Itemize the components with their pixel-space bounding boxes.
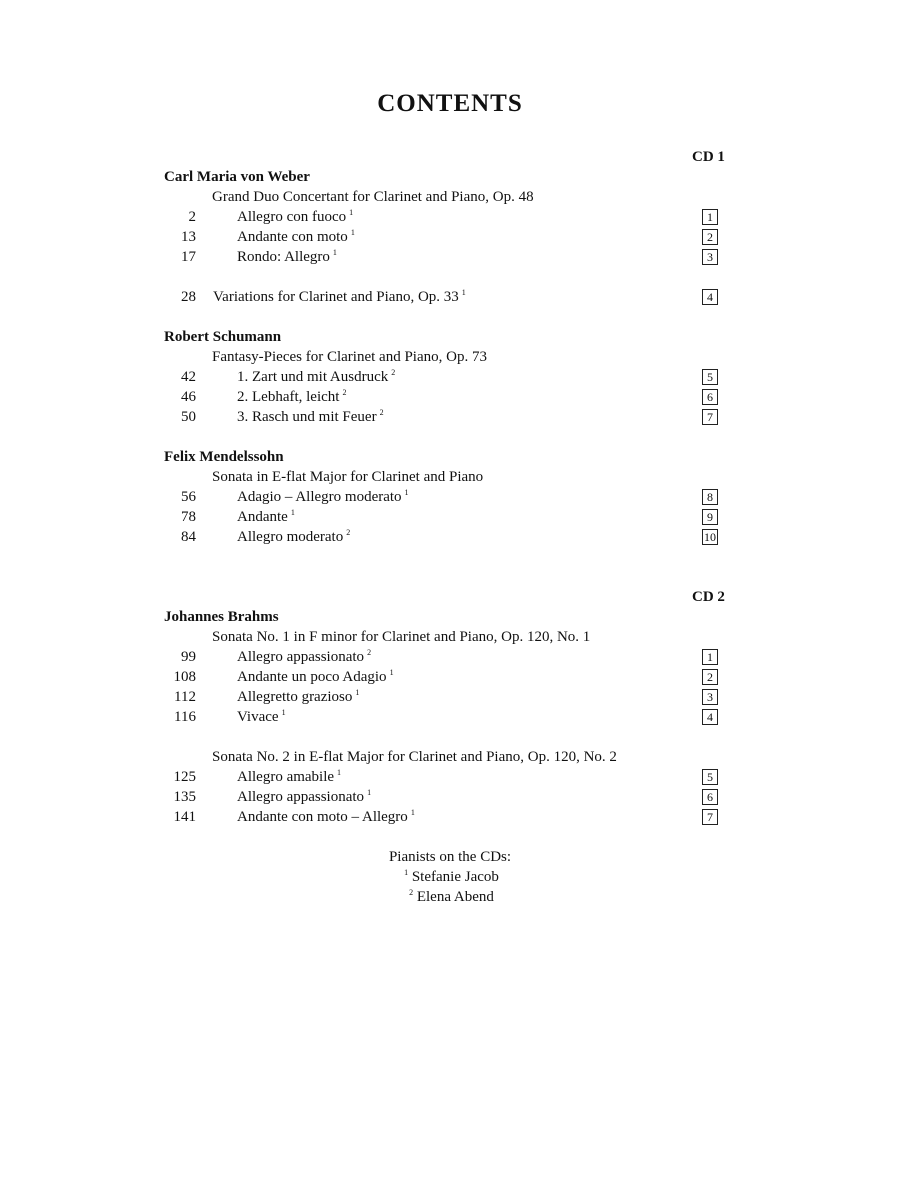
movement-title: Andante con moto – Allegro $^1$ (237, 808, 415, 825)
toc-entry[interactable] (0, 687, 900, 707)
movement-title: Allegro amabile $^1$ (237, 768, 342, 785)
toc-entry[interactable] (0, 807, 900, 827)
track-number: 7 (702, 809, 718, 825)
composer-row (0, 607, 900, 627)
movement-title: Allegretto grazioso $^1$ (237, 688, 360, 705)
composer-row (0, 167, 900, 187)
pianist-mark: 1 (410, 808, 415, 817)
work-title: Sonata No. 2 in E-flat Major for Clarinet and Piano, Op. 120, No. 2 (212, 749, 617, 765)
work-row (0, 347, 900, 367)
pianist-mark: 2 (409, 888, 414, 897)
toc-entry[interactable] (0, 407, 900, 427)
toc-entry[interactable] (0, 667, 900, 687)
page-number: 99 (181, 649, 196, 665)
cd1-header-row (0, 147, 900, 167)
pianist-mark: 1 (389, 668, 394, 677)
pianist-mark: 1 (349, 208, 354, 217)
composer-row (0, 327, 900, 347)
toc-entry[interactable] (0, 707, 900, 727)
page-number: 56 (181, 489, 196, 505)
toc-entry[interactable] (0, 227, 900, 247)
cd2-label: CD 2 (692, 589, 725, 605)
composer-mendelssohn: Felix Mendelssohn (164, 449, 284, 465)
cd2-header-row (0, 587, 900, 607)
pianist-line: $^1$ Stefanie Jacob (404, 868, 499, 885)
toc-entry[interactable] (0, 287, 900, 307)
track-number: 4 (702, 289, 718, 305)
movement-title: Allegro appassionato $^2$ (237, 648, 372, 665)
page-number: 2 (188, 209, 196, 225)
page-number: 13 (181, 229, 196, 245)
track-number: 5 (702, 769, 718, 785)
composer-weber: Carl Maria von Weber (164, 169, 310, 185)
pianist-mark: 1 (350, 228, 355, 237)
movement-title: Allegro moderato $^2$ (237, 528, 351, 545)
cd1-label: CD 1 (692, 149, 725, 165)
movement-title: Vivace $^1$ (237, 708, 286, 725)
track-number: 10 (704, 530, 716, 544)
page-number: 42 (181, 369, 196, 385)
track-number: 1 (702, 209, 718, 225)
pianist-mark: 2 (379, 408, 384, 417)
work-title: Sonata in E-flat Major for Clarinet and Piano (212, 469, 484, 485)
work-title: Grand Duo Concertant for Clarinet and Piano, Op. 48 (212, 189, 534, 205)
pianist-mark: 1 (290, 508, 295, 517)
pianist-line: $^2$ Elena Abend (409, 888, 494, 905)
movement-title: 2. Lebhaft, leicht $^2$ (237, 388, 347, 405)
toc-entry[interactable] (0, 367, 900, 387)
pianist-mark: 1 (355, 688, 360, 697)
track-number: 6 (702, 789, 718, 805)
page-title: CONTENTS (377, 90, 523, 117)
toc-entry[interactable] (0, 527, 900, 547)
movement-title: Adagio – Allegro moderato $^1$ (237, 488, 409, 505)
pianist-mark: 1 (404, 868, 409, 877)
movement-title: Allegro con fuoco $^1$ (237, 208, 354, 225)
page-number: 50 (181, 409, 196, 425)
movement-title: Rondo: Allegro $^1$ (237, 248, 337, 265)
track-number: 3 (702, 249, 718, 265)
pianist-mark: 2 (391, 368, 396, 377)
page-number: 28 (181, 289, 196, 305)
track-number: 6 (702, 389, 718, 405)
page-number: 84 (181, 529, 196, 545)
pianist-mark: 1 (281, 708, 286, 717)
page-number: 135 (173, 789, 196, 805)
composer-row (0, 447, 900, 467)
movement-title: Variations for Clarinet and Piano, Op. 33 $^1$ (213, 288, 466, 305)
toc-entry[interactable] (0, 647, 900, 667)
page-number: 125 (173, 769, 196, 785)
work-row (0, 467, 900, 487)
movement-title: Andante con moto $^1$ (237, 228, 355, 245)
work-title: Fantasy-Pieces for Clarinet and Piano, Op. 73 (212, 349, 487, 365)
page-number: 112 (174, 689, 196, 705)
movement-title: Andante $^1$ (237, 508, 295, 525)
track-number: 9 (702, 509, 718, 525)
toc-entry[interactable] (0, 767, 900, 787)
composer-schumann: Robert Schumann (164, 329, 282, 345)
toc-entry[interactable] (0, 787, 900, 807)
page-number: 17 (181, 249, 196, 265)
toc-entry[interactable] (0, 207, 900, 227)
page-number: 141 (173, 809, 196, 825)
page-number: 116 (174, 709, 196, 725)
track-number: 2 (702, 229, 718, 245)
toc-entry[interactable] (0, 247, 900, 267)
work-title: Sonata No. 1 in F minor for Clarinet and Piano, Op. 120, No. 1 (212, 629, 591, 645)
work-row (0, 627, 900, 647)
track-number: 1 (702, 649, 718, 665)
movement-title: Andante un poco Adagio $^1$ (237, 668, 394, 685)
page-number: 108 (173, 669, 196, 685)
pianist-mark: 2 (367, 648, 372, 657)
movement-title: Allegro appassionato $^1$ (237, 788, 372, 805)
work-row (0, 187, 900, 207)
toc-entry[interactable] (0, 487, 900, 507)
work-row (0, 747, 900, 767)
track-number: 5 (702, 369, 718, 385)
pianists-heading: Pianists on the CDs: (388, 849, 512, 865)
movement-title: 3. Rasch und mit Feuer $^2$ (237, 408, 384, 425)
toc-entry[interactable] (0, 507, 900, 527)
pianist-mark: 1 (461, 288, 466, 297)
pianist-mark: 2 (342, 388, 347, 397)
toc-entry[interactable] (0, 387, 900, 407)
page-number: 78 (181, 509, 196, 525)
composer-brahms: Johannes Brahms (164, 609, 279, 625)
track-number: 3 (702, 689, 718, 705)
track-number: 4 (702, 709, 718, 725)
page-number: 46 (181, 389, 196, 405)
pianist-mark: 1 (404, 488, 409, 497)
track-number: 7 (702, 409, 718, 425)
pianist-mark: 1 (332, 248, 337, 257)
pianist-mark: 2 (346, 528, 351, 537)
movement-title: 1. Zart und mit Ausdruck $^2$ (237, 368, 396, 385)
pianist-mark: 1 (367, 788, 372, 797)
track-number: 8 (702, 489, 718, 505)
track-number: 2 (702, 669, 718, 685)
pianist-mark: 1 (337, 768, 342, 777)
